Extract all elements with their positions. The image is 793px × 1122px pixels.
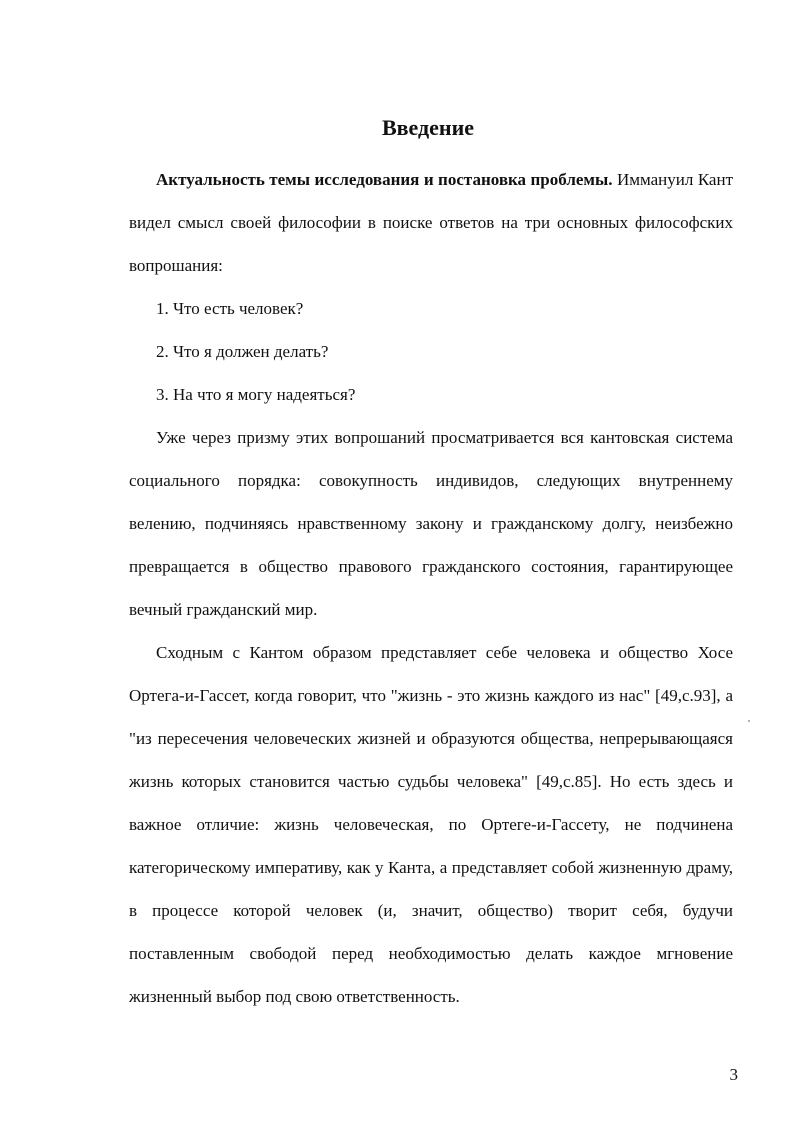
intro-lead: Актуальность темы исследования и постановка проблемы. bbox=[156, 170, 613, 189]
question-item-3: 3. На что я могу надеяться? bbox=[156, 385, 356, 404]
page-number: 3 bbox=[729, 1065, 738, 1084]
page-title: Введение bbox=[381, 115, 475, 140]
question-item-2: 2. Что я должен делать? bbox=[156, 342, 329, 361]
body-paragraph-2: Сходным с Кантом образом представляет себе человека и общество Хосе Ортега-и-Гассет, когда говорит, что "жизнь - это жизнь каждого из нас" [49,с.93], а "из пересечения человеческих жизней и образуются общества, непрерывающаяся жизнь которых становится частью судьбы человека" [49,с.85]. Но есть здесь и важное отличие: жизнь человеческая, по Ортеге-и-Гассету, не подчинена категорическому императиву, как у Канта, а представляет собой жизненную драму, в процессе которой человек (и, значит, общество) творит себя, будучи поставленным свободой перед необходимостью делать каждое мгновение жизненный выбор под свою ответственность. bbox=[129, 643, 733, 1006]
intro-text: Иммануил Кант видел смысл своей философии в поиске ответов на три основных философских вопрошания: bbox=[129, 170, 734, 275]
body-paragraph-1: Уже через призму этих вопрошаний просматривается вся кантовская система социального порядка: совокупность индивидов, следующих внутреннему велению, подчиняясь нравственному закону и гражданскому долгу, неизбежно превращается в общество правового гражданского состояния, гарантирующее вечный гражданский мир. bbox=[129, 428, 733, 619]
scan-speck bbox=[748, 720, 750, 722]
intro-paragraph bbox=[129, 158, 733, 287]
question-item-1: 1. Что есть человек? bbox=[156, 299, 304, 318]
